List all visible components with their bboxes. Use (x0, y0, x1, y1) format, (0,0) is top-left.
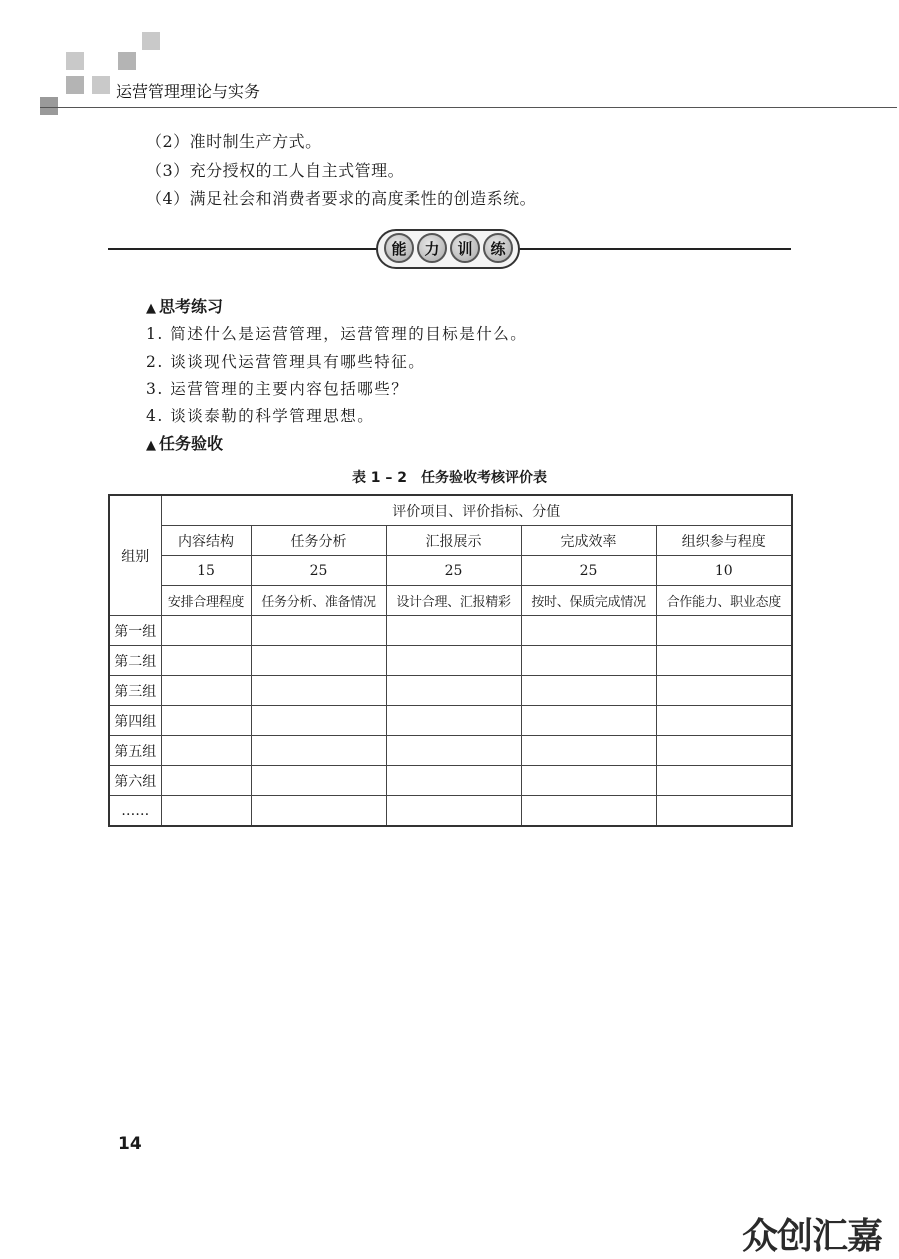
table-caption: 表 1 – 2 任务验收考核评价表 (351, 470, 548, 486)
table-row (109, 676, 792, 706)
column-criteria: 安排合理程度 (161, 586, 251, 616)
table-row (109, 616, 792, 646)
column-header: 汇报展示 (386, 526, 521, 556)
table-row (109, 736, 792, 766)
header-rule (40, 107, 897, 108)
watermark-logo: 众创汇嘉 (742, 1216, 883, 1257)
list-item: （3）充分授权的工人自主式管理。 (146, 161, 405, 180)
triangle-icon: ▲ (146, 301, 156, 316)
column-header: 任务分析 (251, 526, 386, 556)
section-heading-exercises (146, 294, 223, 317)
evaluation-table (108, 494, 793, 827)
banner-rule-left (108, 248, 384, 250)
column-criteria: 合作能力、职业态度 (656, 586, 792, 616)
column-criteria: 任务分析、准备情况 (251, 586, 386, 616)
banner-char: 训 (450, 233, 480, 263)
question-item: 2. 谈谈现代运营管理具有哪些特征。 (146, 353, 426, 371)
question-item: 3. 运营管理的主要内容包括哪些？ (146, 380, 409, 398)
column-criteria: 设计合理、汇报精彩 (386, 586, 521, 616)
section-banner (382, 231, 514, 267)
banner-char: 能 (384, 233, 414, 263)
table-row (109, 796, 792, 827)
banner-char: 力 (417, 233, 447, 263)
column-header: 完成效率 (521, 526, 656, 556)
row-label: 第六组 (109, 766, 161, 796)
column-score: 25 (386, 556, 521, 586)
column-header: 组织参与程度 (656, 526, 792, 556)
column-score: 10 (656, 556, 792, 586)
row-label: 第三组 (109, 676, 161, 706)
group-header: 组别 (109, 495, 161, 616)
page-number: 14 (118, 1134, 142, 1154)
row-label: …… (109, 796, 161, 827)
list-item: （2）准时制生产方式。 (146, 132, 322, 151)
top-header: 评价项目、评价指标、分值 (161, 495, 792, 526)
table-row (109, 766, 792, 796)
row-label: 第五组 (109, 736, 161, 766)
banner-char: 练 (483, 233, 513, 263)
question-item: 1. 简述什么是运营管理，运营管理的目标是什么。 (146, 325, 528, 343)
question-item: 4. 谈谈泰勒的科学管理思想。 (146, 407, 375, 425)
triangle-icon: ▲ (146, 438, 156, 453)
section-heading-text: 思考练习 (159, 297, 224, 316)
column-score: 15 (161, 556, 251, 586)
section-heading-acceptance (146, 431, 223, 454)
column-criteria: 按时、保质完成情况 (521, 586, 656, 616)
row-label: 第二组 (109, 646, 161, 676)
row-label: 第一组 (109, 616, 161, 646)
section-heading-text: 任务验收 (159, 434, 224, 453)
row-label: 第四组 (109, 706, 161, 736)
running-header-title: 运营管理理论与实务 (116, 82, 261, 101)
column-score: 25 (521, 556, 656, 586)
list-item: （4）满足社会和消费者要求的高度柔性的创造系统。 (146, 189, 537, 208)
table-row (109, 706, 792, 736)
banner-rule-right (514, 248, 791, 250)
column-header: 内容结构 (161, 526, 251, 556)
column-score: 25 (251, 556, 386, 586)
table-row (109, 646, 792, 676)
